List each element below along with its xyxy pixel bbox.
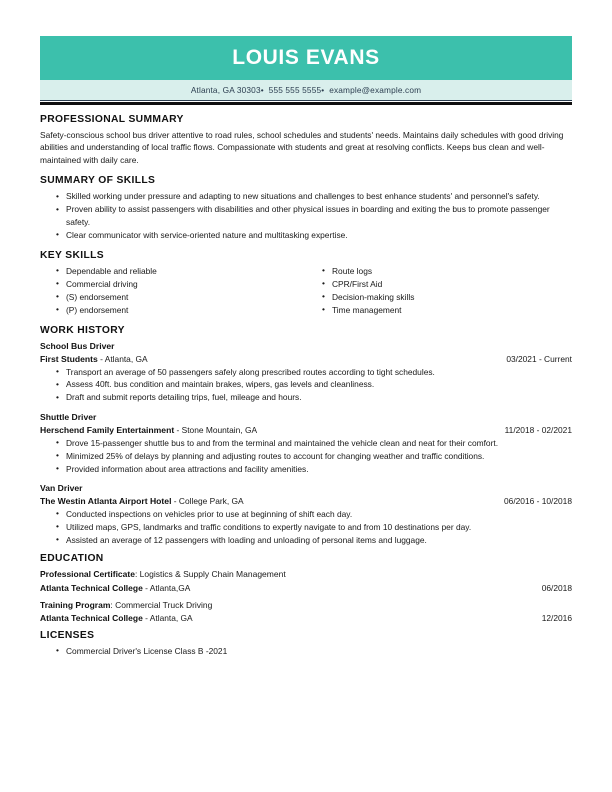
list-item: • Utilized maps, GPS, landmarks and traffic conditions to expertly navigate to and from 10 destinations per day.	[66, 521, 572, 533]
job-company-line	[40, 423, 572, 437]
job-company-location	[40, 494, 244, 508]
section-professional-summary	[40, 114, 572, 167]
education-location: - Atlanta, GA	[142, 613, 193, 624]
education-degree-value: : Commercial Truck Driving	[110, 600, 213, 610]
job-company: First Students	[40, 354, 98, 365]
list-item: • (S) endorsement	[66, 291, 306, 303]
education-degree-label: Professional Certificate	[40, 569, 135, 580]
section-title-work-history: WORK HISTORY	[40, 324, 125, 336]
education-school-location	[40, 581, 190, 594]
job-title: Van Driver	[40, 482, 83, 493]
job-bullets	[40, 366, 572, 404]
job-company-line	[40, 352, 572, 366]
education-date: 06/2018	[541, 582, 572, 593]
name-banner	[40, 36, 572, 80]
list-item: • Drove 15-passenger shuttle bus to and from the terminal and maintained the vehicle clean and neat for their comfort.	[66, 437, 572, 449]
education-degree-line	[40, 568, 572, 580]
education-entry	[40, 599, 572, 625]
list-item: • Route logs	[332, 265, 572, 277]
summary-of-skills-list	[40, 190, 572, 241]
job-location: - Stone Mountain, GA	[174, 425, 258, 436]
professional-summary-text: Safety-conscious school bus driver attentive to road rules, school schedules and students' needs. Maintains daily schedules with good driving abilities and understanding of local traffic flows. Compassionate with students and great at resolving conflicts. Keeps bus clean and well-maintained with daily care.	[40, 129, 564, 165]
education-degree-line	[40, 599, 572, 611]
job-dates: 06/2016 - 10/2018	[504, 496, 572, 507]
section-title-licenses: LICENSES	[40, 629, 95, 641]
education-entry	[40, 568, 572, 594]
education-degree-value: : Logistics & Supply Chain Management	[134, 569, 286, 580]
job-title: School Bus Driver	[40, 340, 115, 351]
section-title-summary-of-skills: SUMMARY OF SKILLS	[40, 175, 156, 187]
education-location: - Atlanta,GA	[142, 582, 191, 593]
list-item: • Time management	[332, 304, 572, 316]
contact-strip	[40, 80, 572, 100]
education-degree-label: Training Program	[40, 600, 111, 610]
list-item: • CPR/First Aid	[332, 278, 572, 290]
education-school-line	[40, 611, 572, 624]
list-item: • Commercial Driver's License Class B -2021	[66, 645, 572, 657]
job-bullets	[40, 508, 572, 546]
licenses-list	[40, 645, 572, 657]
job-company: The Westin Atlanta Airport Hotel	[40, 496, 172, 507]
section-title-key-skills: KEY SKILLS	[40, 249, 104, 261]
list-item: • Proven ability to assist passengers with disabilities and other physical issues in boarding and exiting the bus to promote passenger safety.	[66, 203, 572, 228]
key-skills-columns	[40, 265, 572, 317]
list-item: • Skilled working under pressure and adapting to new situations and challenges to best enhance students' and personnel's safety.	[66, 190, 572, 202]
list-item: • (P) endorsement	[66, 304, 306, 316]
list-item: • Minimized 25% of delays by planning and adjusting routes to account for changing weather and traffic conditions.	[66, 450, 572, 462]
education-school: Atlanta Technical College	[40, 582, 143, 593]
job-entry	[40, 340, 572, 404]
section-key-skills	[40, 250, 572, 317]
section-work-history	[40, 325, 572, 547]
education-school-line	[40, 581, 572, 594]
job-location: - College Park, GA	[171, 496, 244, 507]
job-company-location	[40, 423, 257, 437]
list-item: • Provided information about area attractions and facility amenities.	[66, 463, 572, 475]
job-location: - Atlanta, GA	[97, 354, 148, 365]
section-licenses	[40, 630, 572, 657]
list-item: • Conducted inspections on vehicles prior to use at beginning of shift each day.	[66, 508, 572, 520]
key-skills-list-left	[40, 265, 306, 316]
job-bullets	[40, 437, 572, 475]
job-entry	[40, 482, 572, 546]
job-dates: 03/2021 - Current	[506, 354, 572, 365]
section-title-professional-summary: PROFESSIONAL SUMMARY	[40, 113, 184, 125]
list-item: • Commercial driving	[66, 278, 306, 290]
list-item: • Dependable and reliable	[66, 265, 306, 277]
list-item: • Draft and submit reports detailing trips, fuel, mileage and hours.	[66, 391, 572, 403]
list-item: • Transport an average of 50 passengers safely along prescribed routes according to tight schedules.	[66, 366, 572, 378]
job-company-line	[40, 494, 572, 508]
contact-line: Atlanta, GA 30303• 555 555 5555• example@example.com	[190, 85, 422, 95]
job-title: Shuttle Driver	[40, 411, 97, 422]
candidate-name: LOUIS EVANS	[232, 46, 380, 69]
job-entry	[40, 411, 572, 475]
list-item: • Clear communicator with service-oriented nature and multitasking expertise.	[66, 229, 572, 241]
job-company: Herschend Family Entertainment	[40, 425, 175, 436]
key-skills-column-right	[306, 265, 572, 317]
header-rule-thick	[40, 102, 572, 105]
education-date: 12/2016	[541, 613, 572, 624]
section-summary-of-skills	[40, 175, 572, 241]
section-education	[40, 553, 572, 625]
key-skills-list-right	[306, 265, 572, 316]
key-skills-column-left	[40, 265, 306, 317]
list-item: • Decision-making skills	[332, 291, 572, 303]
education-school: Atlanta Technical College	[40, 613, 143, 624]
list-item: • Assess 40ft. bus condition and maintain brakes, wipers, gas levels and cleanliness.	[66, 378, 572, 390]
job-dates: 11/2018 - 02/2021	[504, 425, 572, 436]
education-school-location	[40, 611, 193, 624]
job-company-location	[40, 352, 148, 366]
section-title-education: EDUCATION	[40, 553, 104, 565]
list-item: • Assisted an average of 12 passengers with loading and unloading of personal items and luggage.	[66, 534, 572, 546]
